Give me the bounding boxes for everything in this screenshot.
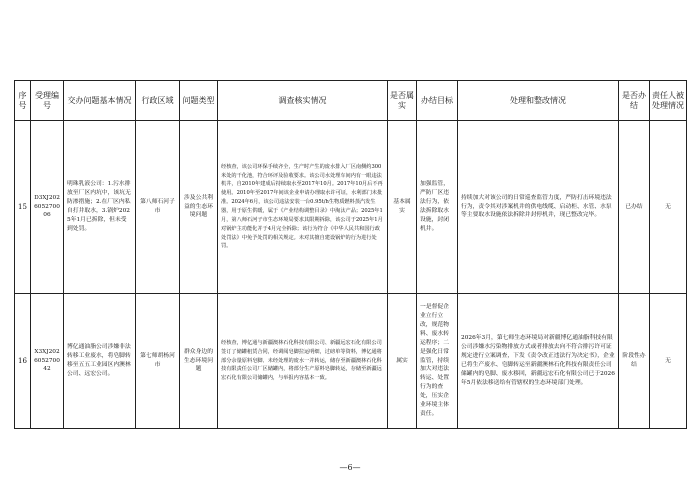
header-type: 问题类型	[180, 81, 218, 121]
header-responsible: 责任人被处理情况	[650, 81, 687, 121]
cell-handling: 2026年3月，第七师生态环境局对新疆博亿通油脂科技有限公司涉嫌水污染物排放方式或者排放去向不符合排污许可证规定进行立案调查，下发《责令改正违法行为决定书》，企业已将生产废水、皂脚转运至新疆澳林石化科技有限责任公司储罐内的皂脚、废水移回，新疆远宏石化有限公司已于2026年5月依法移送给有管辖权的生态环境部门处理。	[458, 294, 619, 429]
table-row	[15, 294, 687, 429]
cell-goal: 加强监管，严防厂区违法行为，依法拆除取水设施，封闭机井。	[417, 121, 458, 294]
cell-closed: 已办结	[619, 121, 650, 294]
header-code: 受理编号	[31, 81, 64, 121]
cell-handling: 持续加大对该公司的日常巡查监管力度，严防打击环境违法行为，责令其对涉案机井的供电线缆、启动柜、水管、水泵等主要取水设施依法拆除并封停机井，现已整改完毕。	[458, 121, 619, 294]
header-verified: 是否属实	[388, 81, 417, 121]
cell-region: 第八师石河子市	[136, 121, 180, 294]
cell-responsible: 无	[650, 121, 687, 294]
header-closed: 是否办结	[619, 81, 650, 121]
header-goal: 办结目标	[417, 81, 458, 121]
header-region: 行政区域	[136, 81, 180, 121]
cell-verified: 基本属实	[388, 121, 417, 294]
cell-seq: 16	[15, 294, 31, 429]
complaint-table	[14, 80, 687, 429]
cell-goal: 一是督促企业立行立改，规范物料、废水转运程序；二是强化日常监管，持续加大对违法转运、处置行为的查处，压实企业环境主体责任。	[417, 294, 458, 429]
cell-investigation: 经核查，该公司环保手续齐全，生产时产生的废水排入厂区南侧约300米处的干化池，符合环评及验收要求。该公司水处理车间内有一眼违法机井，自2010年建成后持续取水至2017年10月。2017年10月后不再使用。2010年至2017年间该企业申请办理取水许可证，水利部门未批准。2024年6月，该公司违法安装一台0.95t/h生物质燃料蒸汽发生器，用于原生供暖，属于《产业结构调整目录》中淘汰产品；2025年1月，第八师石河子市生态环境局要求其限期拆除，该公司于2025年1月对锅炉主功能化并于4月完全拆除；该行为符合《中华人民共和国行政处罚法》中免予处罚的相关规定。未对其擅自建设锅炉的行为进行处罚。	[218, 121, 388, 294]
cell-code: D3XJ202605270006	[31, 121, 64, 294]
header-problem: 交办问题基本情况	[64, 81, 136, 121]
header-seq: 序号	[15, 81, 31, 121]
header-investigation: 调查核实情况	[218, 81, 388, 121]
page-number: —6—	[339, 463, 361, 472]
cell-problem: 博亿通油脂公司涉嫌非法转移工业废水，将皂脚转移至五五工业园区内澳林公司、远宏公司。	[64, 294, 136, 429]
cell-code: X3XJ202605270042	[31, 294, 64, 429]
cell-verified: 属实	[388, 294, 417, 429]
cell-region: 第七师胡杨河市	[136, 294, 180, 429]
cell-seq: 15	[15, 121, 31, 294]
cell-responsible: 无	[650, 294, 687, 429]
cell-type: 群众身边的生态环境问题	[180, 294, 218, 429]
cell-closed: 阶段性办结	[619, 294, 650, 429]
table-row	[15, 121, 687, 294]
header-handling: 处理和整改情况	[458, 81, 619, 121]
cell-type: 涉及公共利益的生态环境问题	[180, 121, 218, 294]
cell-problem: 明珠乳液公司：1.污水排放至厂区内坑中，该坑无防渗措施；2.在厂区内私自打井取水，3.锅炉2025年1月已拆除，但未受到处罚。	[64, 121, 136, 294]
table-header-row	[15, 81, 687, 121]
cell-investigation: 经核查，博亿通与新疆澳林石化科技有限公司、新疆远宏石化有限公司签订了储罐租赁合同，经调阅皂脚拉运明细，过磅单等资料，博亿通将部分余量原料皂脚、未经处理的废水一并转运，储存至新疆澳林石化科技有限责任公司厂区储罐内，将部分生产原料皂脚转运，存储至新疆远宏石化有限公司储罐内，与举报内容基本一致。	[218, 294, 388, 429]
